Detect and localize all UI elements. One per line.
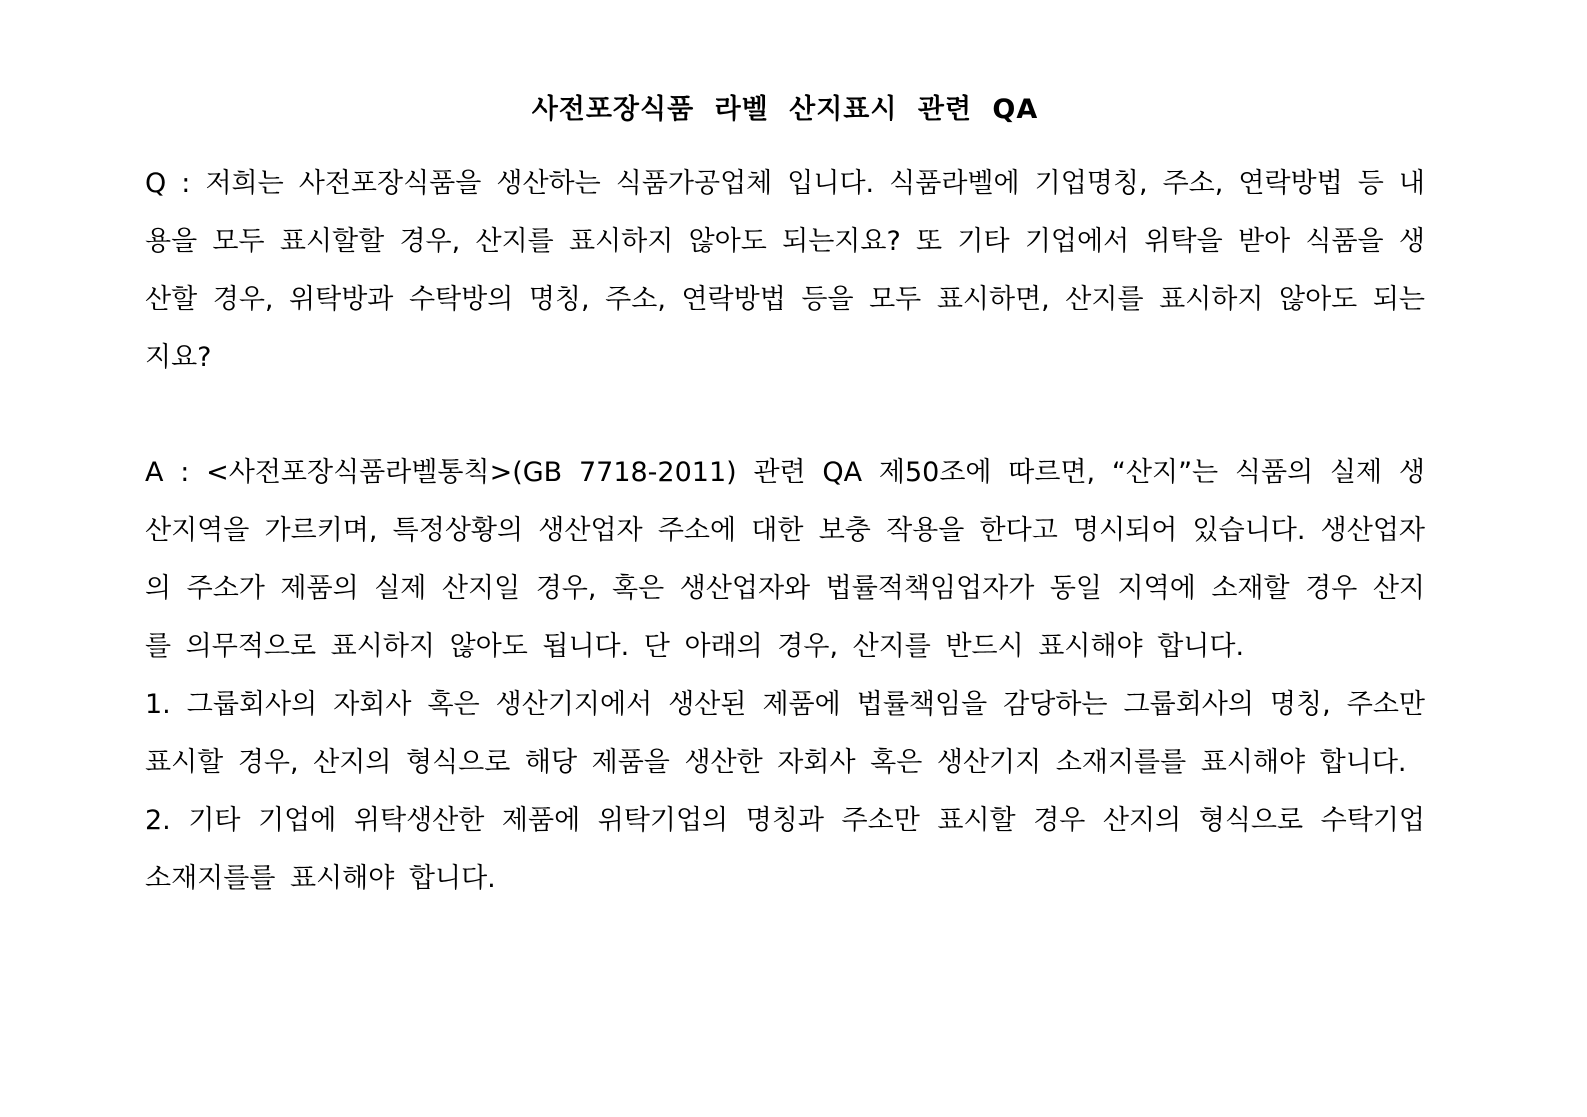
answer-list-item-1: 1. 그룹회사의 자회사 혹은 생산기지에서 생산된 제품에 법률책임을 감당하는 그룹회사의 명칭, 주소만 표시할 경우, 산지의 형식으로 해당 제품을 생산한 자회사 혹은 생산기지 소재지를를 표시해야 합니다. [145, 689, 1425, 778]
document-title: 사전포장식품 라벨 산지표시 관련 QA [531, 94, 1039, 125]
answer-list-item-2: 2. 기타 기업에 위탁생산한 제품에 위탁기업의 명칭과 주소만 표시할 경우 산지의 형식으로 수탁기업 소재지를를 표시해야 합니다. [145, 805, 1425, 894]
answer-section [145, 444, 1425, 908]
answer-intro-paragraph: A : <사전포장식품라벨통칙>(GB 7718-2011) 관련 QA 제50조에 따르면, “산지”는 식품의 실제 생산지역을 가르키며, 특정상황의 생산업자 주소에 대한 보충 작용을 한다고 명시되어 있습니다. 생산업자의 주소가 제품의 실제 산지일 경우, 혹은 생산업자와 법률적책임업자가 동일 지역에 소재할 경우 산지를 의무적으로 표시하지 않아도 됩니다. 단 아래의 경우, 산지를 반드시 표시해야 합니다. [145, 457, 1425, 662]
question-paragraph: Q : 저희는 사전포장식품을 생산하는 식품가공업체 입니다. 식품라벨에 기업명칭, 주소, 연락방법 등 내용을 모두 표시할할 경우, 산지를 표시하지 않아도 되는지요? 또 기타 기업에서 위탁을 받아 식품을 생산할 경우, 위탁방과 수탁방의 명칭, 주소, 연락방법 등을 모두 표시하면, 산지를 표시하지 않아도 되는지요? [145, 168, 1425, 373]
